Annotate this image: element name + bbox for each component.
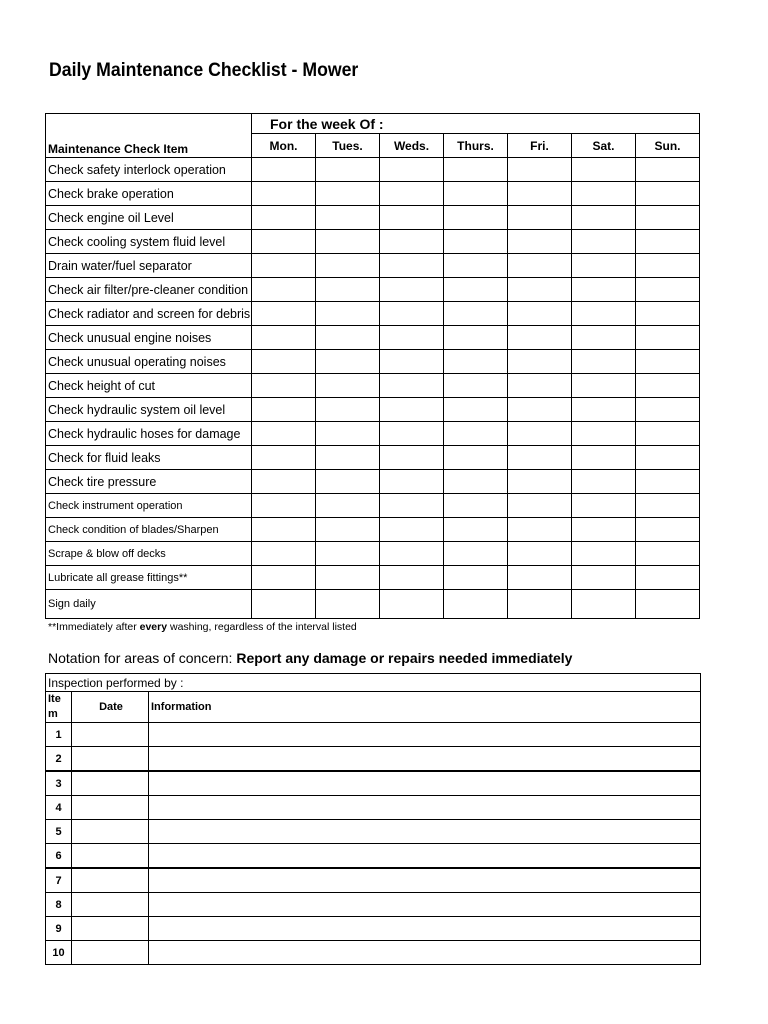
day-check-cell[interactable] bbox=[380, 494, 444, 518]
day-check-cell[interactable] bbox=[444, 158, 508, 182]
day-check-cell[interactable] bbox=[508, 398, 572, 422]
concern-row bbox=[46, 941, 701, 965]
day-header: Tues. bbox=[316, 134, 380, 158]
day-check-cell[interactable] bbox=[572, 182, 636, 206]
check-item-label: Check radiator and screen for debris bbox=[46, 302, 252, 326]
day-check-cell[interactable] bbox=[636, 206, 700, 230]
check-item-label: Scrape & blow off decks bbox=[46, 542, 252, 566]
day-check-cell[interactable] bbox=[444, 374, 508, 398]
page-title: Daily Maintenance Checklist - Mower bbox=[49, 60, 359, 81]
day-check-cell[interactable] bbox=[508, 470, 572, 494]
day-check-cell[interactable] bbox=[572, 350, 636, 374]
day-check-cell[interactable] bbox=[252, 326, 316, 350]
concern-information-cell[interactable] bbox=[149, 917, 701, 941]
day-check-cell[interactable] bbox=[636, 518, 700, 542]
day-check-cell[interactable] bbox=[252, 254, 316, 278]
day-check-cell[interactable] bbox=[444, 470, 508, 494]
checklist-row bbox=[46, 374, 700, 398]
day-check-cell[interactable] bbox=[444, 422, 508, 446]
concern-date-cell[interactable] bbox=[72, 868, 149, 893]
day-check-cell[interactable] bbox=[636, 254, 700, 278]
day-check-cell[interactable] bbox=[572, 230, 636, 254]
item-column-header: Ite m bbox=[46, 692, 72, 723]
day-header: Sat. bbox=[572, 134, 636, 158]
day-check-cell[interactable] bbox=[572, 422, 636, 446]
day-check-cell[interactable] bbox=[508, 590, 572, 619]
day-check-cell[interactable] bbox=[380, 230, 444, 254]
day-check-cell[interactable] bbox=[316, 422, 380, 446]
day-check-cell[interactable] bbox=[380, 542, 444, 566]
day-check-cell[interactable] bbox=[572, 398, 636, 422]
concern-item-number: 10 bbox=[46, 941, 72, 965]
day-check-cell[interactable] bbox=[508, 350, 572, 374]
concern-information-cell[interactable] bbox=[149, 747, 701, 772]
checklist-row bbox=[46, 470, 700, 494]
day-check-cell[interactable] bbox=[508, 446, 572, 470]
day-check-cell[interactable] bbox=[380, 326, 444, 350]
day-check-cell[interactable] bbox=[508, 182, 572, 206]
concern-item-number: 9 bbox=[46, 917, 72, 941]
concern-row bbox=[46, 917, 701, 941]
check-item-label: Check hydraulic system oil level bbox=[46, 398, 252, 422]
checklist-row bbox=[46, 158, 700, 182]
day-check-cell[interactable] bbox=[316, 278, 380, 302]
information-column-header: Information bbox=[149, 692, 701, 723]
day-check-cell[interactable] bbox=[316, 326, 380, 350]
check-item-label: Check for fluid leaks bbox=[46, 446, 252, 470]
day-check-cell[interactable] bbox=[252, 206, 316, 230]
maintenance-check-item-header: Maintenance Check Item bbox=[46, 114, 252, 158]
notation-heading: Notation for areas of concern: Report any damage or repairs needed immediately bbox=[48, 650, 573, 666]
day-check-cell[interactable] bbox=[572, 446, 636, 470]
day-check-cell[interactable] bbox=[636, 374, 700, 398]
day-check-cell[interactable] bbox=[316, 494, 380, 518]
day-check-cell[interactable] bbox=[572, 542, 636, 566]
day-check-cell[interactable] bbox=[380, 158, 444, 182]
concern-date-cell[interactable] bbox=[72, 941, 149, 965]
day-check-cell[interactable] bbox=[316, 158, 380, 182]
day-check-cell[interactable] bbox=[444, 446, 508, 470]
day-check-cell[interactable] bbox=[508, 278, 572, 302]
concern-row bbox=[46, 844, 701, 869]
day-header: Weds. bbox=[380, 134, 444, 158]
day-check-cell[interactable] bbox=[316, 542, 380, 566]
notation-emphasis: Report any damage or repairs needed immediately bbox=[236, 650, 573, 666]
day-header: Thurs. bbox=[444, 134, 508, 158]
day-check-cell[interactable] bbox=[444, 302, 508, 326]
day-check-cell[interactable] bbox=[636, 278, 700, 302]
day-check-cell[interactable] bbox=[252, 182, 316, 206]
concern-date-cell[interactable] bbox=[72, 844, 149, 869]
day-check-cell[interactable] bbox=[444, 206, 508, 230]
day-check-cell[interactable] bbox=[572, 278, 636, 302]
concern-item-number: 7 bbox=[46, 868, 72, 893]
check-item-label: Check instrument operation bbox=[46, 494, 252, 518]
day-check-cell[interactable] bbox=[508, 230, 572, 254]
concern-information-cell[interactable] bbox=[149, 723, 701, 747]
day-header: Mon. bbox=[252, 134, 316, 158]
day-check-cell[interactable] bbox=[444, 542, 508, 566]
day-check-cell[interactable] bbox=[444, 278, 508, 302]
concern-row bbox=[46, 868, 701, 893]
day-check-cell[interactable] bbox=[508, 206, 572, 230]
checklist-row bbox=[46, 326, 700, 350]
day-check-cell[interactable] bbox=[252, 518, 316, 542]
concern-information-cell[interactable] bbox=[149, 868, 701, 893]
day-check-cell[interactable] bbox=[316, 182, 380, 206]
day-check-cell[interactable] bbox=[572, 206, 636, 230]
day-check-cell[interactable] bbox=[636, 566, 700, 590]
concern-date-cell[interactable] bbox=[72, 893, 149, 917]
concern-row bbox=[46, 771, 701, 796]
day-check-cell[interactable] bbox=[316, 446, 380, 470]
concern-information-cell[interactable] bbox=[149, 771, 701, 796]
day-check-cell[interactable] bbox=[572, 302, 636, 326]
day-check-cell[interactable] bbox=[572, 374, 636, 398]
check-item-label: Lubricate all grease fittings** bbox=[46, 566, 252, 590]
day-check-cell[interactable] bbox=[508, 158, 572, 182]
inspection-performed-by[interactable]: Inspection performed by : bbox=[46, 674, 701, 692]
day-check-cell[interactable] bbox=[572, 494, 636, 518]
day-check-cell[interactable] bbox=[572, 518, 636, 542]
check-item-label: Drain water/fuel separator bbox=[46, 254, 252, 278]
checklist-row bbox=[46, 446, 700, 470]
day-check-cell[interactable] bbox=[444, 230, 508, 254]
checklist-row bbox=[46, 590, 700, 619]
day-check-cell[interactable] bbox=[572, 158, 636, 182]
day-check-cell[interactable] bbox=[252, 590, 316, 619]
day-check-cell[interactable] bbox=[508, 566, 572, 590]
concern-row bbox=[46, 820, 701, 844]
concern-item-number: 1 bbox=[46, 723, 72, 747]
day-check-cell[interactable] bbox=[252, 158, 316, 182]
day-check-cell[interactable] bbox=[636, 350, 700, 374]
concern-item-number: 3 bbox=[46, 771, 72, 796]
day-check-cell[interactable] bbox=[316, 302, 380, 326]
day-check-cell[interactable] bbox=[316, 398, 380, 422]
day-check-cell[interactable] bbox=[636, 446, 700, 470]
day-check-cell[interactable] bbox=[252, 350, 316, 374]
footnote: **Immediately after every washing, regardless of the interval listed bbox=[48, 621, 357, 633]
checklist-row bbox=[46, 206, 700, 230]
checklist-row bbox=[46, 278, 700, 302]
concern-information-cell[interactable] bbox=[149, 820, 701, 844]
day-check-cell[interactable] bbox=[508, 302, 572, 326]
day-check-cell[interactable] bbox=[444, 566, 508, 590]
day-check-cell[interactable] bbox=[444, 398, 508, 422]
day-check-cell[interactable] bbox=[380, 470, 444, 494]
checklist-row bbox=[46, 230, 700, 254]
check-item-label: Check safety interlock operation bbox=[46, 158, 252, 182]
day-check-cell[interactable] bbox=[636, 494, 700, 518]
day-check-cell[interactable] bbox=[316, 470, 380, 494]
concern-row bbox=[46, 747, 701, 772]
day-check-cell[interactable] bbox=[636, 542, 700, 566]
day-check-cell[interactable] bbox=[316, 518, 380, 542]
day-check-cell[interactable] bbox=[252, 374, 316, 398]
day-check-cell[interactable] bbox=[316, 254, 380, 278]
day-check-cell[interactable] bbox=[636, 230, 700, 254]
day-check-cell[interactable] bbox=[252, 494, 316, 518]
concern-date-cell[interactable] bbox=[72, 771, 149, 796]
day-check-cell[interactable] bbox=[380, 182, 444, 206]
check-item-label: Check cooling system fluid level bbox=[46, 230, 252, 254]
check-item-label: Sign daily bbox=[46, 590, 252, 619]
day-check-cell[interactable] bbox=[636, 302, 700, 326]
day-check-cell[interactable] bbox=[380, 254, 444, 278]
concern-item-number: 6 bbox=[46, 844, 72, 869]
day-check-cell[interactable] bbox=[508, 254, 572, 278]
checklist-row bbox=[46, 518, 700, 542]
week-of-label: For the week Of : bbox=[252, 114, 700, 134]
day-check-cell[interactable] bbox=[572, 590, 636, 619]
concern-row bbox=[46, 723, 701, 747]
checklist-row bbox=[46, 494, 700, 518]
check-item-label: Check air filter/pre-cleaner condition bbox=[46, 278, 252, 302]
day-check-cell[interactable] bbox=[572, 566, 636, 590]
check-item-label: Check hydraulic hoses for damage bbox=[46, 422, 252, 446]
date-column-header: Date bbox=[72, 692, 149, 723]
day-check-cell[interactable] bbox=[636, 326, 700, 350]
day-check-cell[interactable] bbox=[252, 422, 316, 446]
day-check-cell[interactable] bbox=[380, 518, 444, 542]
concern-information-cell[interactable] bbox=[149, 893, 701, 917]
checklist-row bbox=[46, 566, 700, 590]
day-check-cell[interactable] bbox=[636, 422, 700, 446]
checklist-row bbox=[46, 350, 700, 374]
day-check-cell[interactable] bbox=[316, 230, 380, 254]
day-check-cell[interactable] bbox=[508, 518, 572, 542]
checklist-row bbox=[46, 542, 700, 566]
day-check-cell[interactable] bbox=[316, 590, 380, 619]
day-check-cell[interactable] bbox=[252, 542, 316, 566]
day-header: Sun. bbox=[636, 134, 700, 158]
day-check-cell[interactable] bbox=[380, 446, 444, 470]
day-check-cell[interactable] bbox=[316, 374, 380, 398]
day-check-cell[interactable] bbox=[572, 254, 636, 278]
day-check-cell[interactable] bbox=[252, 230, 316, 254]
check-item-label: Check unusual operating noises bbox=[46, 350, 252, 374]
day-check-cell[interactable] bbox=[636, 398, 700, 422]
day-check-cell[interactable] bbox=[636, 182, 700, 206]
day-check-cell[interactable] bbox=[380, 422, 444, 446]
check-item-label: Check height of cut bbox=[46, 374, 252, 398]
day-check-cell[interactable] bbox=[636, 590, 700, 619]
day-check-cell[interactable] bbox=[444, 254, 508, 278]
concern-date-cell[interactable] bbox=[72, 820, 149, 844]
day-check-cell[interactable] bbox=[316, 206, 380, 230]
concern-item-number: 2 bbox=[46, 747, 72, 772]
day-check-cell[interactable] bbox=[508, 494, 572, 518]
concern-row bbox=[46, 893, 701, 917]
checklist-row bbox=[46, 182, 700, 206]
concern-row bbox=[46, 796, 701, 820]
day-check-cell[interactable] bbox=[252, 446, 316, 470]
concern-date-cell[interactable] bbox=[72, 723, 149, 747]
day-check-cell[interactable] bbox=[380, 398, 444, 422]
day-check-cell[interactable] bbox=[444, 326, 508, 350]
concern-item-number: 8 bbox=[46, 893, 72, 917]
concern-item-number: 5 bbox=[46, 820, 72, 844]
checklist-row bbox=[46, 422, 700, 446]
concern-date-cell[interactable] bbox=[72, 747, 149, 772]
day-check-cell[interactable] bbox=[380, 278, 444, 302]
day-check-cell[interactable] bbox=[444, 590, 508, 619]
checklist-row bbox=[46, 254, 700, 278]
day-check-cell[interactable] bbox=[444, 350, 508, 374]
day-check-cell[interactable] bbox=[444, 518, 508, 542]
day-check-cell[interactable] bbox=[636, 470, 700, 494]
day-check-cell[interactable] bbox=[380, 566, 444, 590]
day-check-cell[interactable] bbox=[252, 566, 316, 590]
concern-information-cell[interactable] bbox=[149, 796, 701, 820]
day-check-cell[interactable] bbox=[316, 566, 380, 590]
day-check-cell[interactable] bbox=[572, 326, 636, 350]
day-check-cell[interactable] bbox=[380, 302, 444, 326]
concern-information-cell[interactable] bbox=[149, 941, 701, 965]
check-item-label: Check condition of blades/Sharpen bbox=[46, 518, 252, 542]
concern-date-cell[interactable] bbox=[72, 917, 149, 941]
concern-item-number: 4 bbox=[46, 796, 72, 820]
day-check-cell[interactable] bbox=[508, 326, 572, 350]
day-check-cell[interactable] bbox=[252, 278, 316, 302]
day-check-cell[interactable] bbox=[316, 350, 380, 374]
check-item-label: Check tire pressure bbox=[46, 470, 252, 494]
day-check-cell[interactable] bbox=[252, 302, 316, 326]
day-header: Fri. bbox=[508, 134, 572, 158]
day-check-cell[interactable] bbox=[508, 542, 572, 566]
checklist-row bbox=[46, 398, 700, 422]
day-check-cell[interactable] bbox=[508, 374, 572, 398]
check-item-label: Check unusual engine noises bbox=[46, 326, 252, 350]
day-check-cell[interactable] bbox=[380, 206, 444, 230]
day-check-cell[interactable] bbox=[444, 182, 508, 206]
checklist-row bbox=[46, 302, 700, 326]
day-check-cell[interactable] bbox=[380, 374, 444, 398]
areas-of-concern-table bbox=[45, 673, 701, 965]
check-item-label: Check engine oil Level bbox=[46, 206, 252, 230]
day-check-cell[interactable] bbox=[252, 398, 316, 422]
day-check-cell[interactable] bbox=[380, 590, 444, 619]
day-check-cell[interactable] bbox=[636, 158, 700, 182]
maintenance-checklist-table bbox=[45, 113, 700, 619]
footnote-emphasis: every bbox=[139, 621, 168, 633]
day-check-cell[interactable] bbox=[508, 422, 572, 446]
concern-information-cell[interactable] bbox=[149, 844, 701, 869]
day-check-cell[interactable] bbox=[380, 350, 444, 374]
day-check-cell[interactable] bbox=[444, 494, 508, 518]
concern-date-cell[interactable] bbox=[72, 796, 149, 820]
day-check-cell[interactable] bbox=[572, 470, 636, 494]
check-item-label: Check brake operation bbox=[46, 182, 252, 206]
day-check-cell[interactable] bbox=[252, 470, 316, 494]
